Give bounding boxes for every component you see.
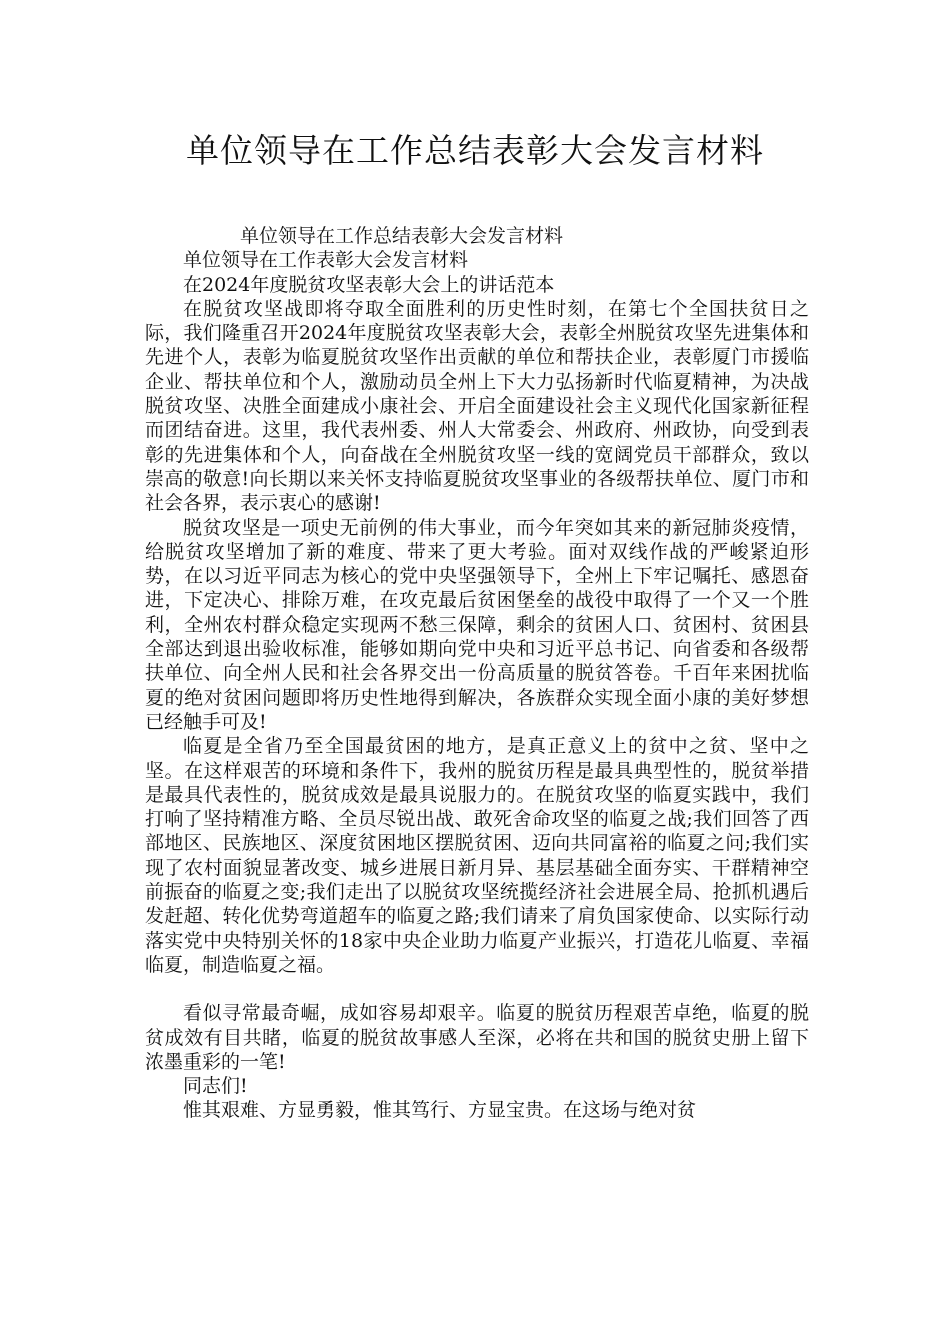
paragraph: 看似寻常最奇崛，成如容易却艰辛。临夏的脱贫历程艰苦卓绝，临夏的脱贫成效有目共睹，临夏的脱贫故事感人至深，必将在共和国的脱贫史册上留下浓墨重彩的一笔!: [145, 1002, 809, 1073]
paragraph-heading-2: 在2024年度脱贫攻坚表彰大会上的讲话范本: [183, 273, 555, 296]
paragraph: 临夏是全省乃至全国最贫困的地方，是真正意义上的贫中之贫、坚中之坚。在这样艰苦的环境和条件下，我州的脱贫历程是最具典型性的，脱贫举措是最具代表性的，脱贫成效是最具说服力的。在脱贫攻坚的临夏实践中，我们打响了坚持精准方略、全员尽锐出战、敢死舍命攻坚的临夏之战;我们回答了西部地区、民族地区、深度贫困地区摆脱贫困、迈向共同富裕的临夏之问;我们实现了农村面貌显著改变、城乡进展日新月异、基层基础全面夯实、干群精神空前振奋的临夏之变;我们走出了以脱贫攻坚统揽经济社会进展全局、抢抓机遇后发赶超、转化优势弯道超车的临夏之路;我们请来了肩负国家使命、以实际行动落实党中央特别关怀的18家中央企业助力临夏产业振兴，打造花儿临夏、幸福临夏，制造临夏之福。: [145, 735, 809, 976]
document-subtitle: 单位领导在工作总结表彰大会发言材料: [240, 225, 564, 247]
paragraph: 脱贫攻坚是一项史无前例的伟大事业，而今年突如其来的新冠肺炎疫情，给脱贫攻坚增加了新的难度、带来了更大考验。面对双线作战的严峻紧迫形势，在以习近平同志为核心的党中央坚强领导下，全州上下牢记嘱托、感恩奋进，下定决心、排除万难，在攻克最后贫困堡垒的战役中取得了一个又一个胜利，全州农村群众稳定实现两不愁三保障，剩余的贫困人口、贫困村、贫困县全部达到退出验收标准，能够如期向党中央和习近平总书记、向省委和各级帮扶单位、向全州人民和社会各界交出一份高质量的脱贫答卷。千百年来困扰临夏的绝对贫困问题即将历史性地得到解决，各族群众实现全面小康的美好梦想已经触手可及!: [145, 516, 809, 733]
paragraph-salutation: 同志们!: [183, 1075, 248, 1098]
paragraph: 在脱贫攻坚战即将夺取全面胜利的历史性时刻，在第七个全国扶贫日之际，我们隆重召开2024年度脱贫攻坚表彰大会，表彰全州脱贫攻坚先进集体和先进个人，表彰为临夏脱贫攻坚作出贡献的单位和帮扶企业，表彰厦门市援临企业、帮扶单位和个人，激励动员全州上下大力弘扬新时代临夏精神，为决战脱贫攻坚、决胜全面建成小康社会、开启全面建设社会主义现代化国家新征程而团结奋进。这里，我代表州委、州人大常委会、州政府、州政协，向受到表彰的先进集体和个人，向奋战在全州脱贫攻坚一线的宽阔党员干部群众，致以崇高的敬意!向长期以来关怀支持临夏脱贫攻坚事业的各级帮扶单位、厦门市和社会各界，表示衷心的感谢!: [145, 297, 809, 515]
document-title: 单位领导在工作总结表彰大会发言材料: [186, 131, 764, 170]
document-body: [145, 224, 809, 1123]
paragraph-heading-1: 单位领导在工作表彰大会发言材料: [183, 249, 469, 272]
paragraph: 惟其艰难、方显勇毅，惟其笃行、方显宝贵。在这场与绝对贫: [183, 1099, 697, 1122]
